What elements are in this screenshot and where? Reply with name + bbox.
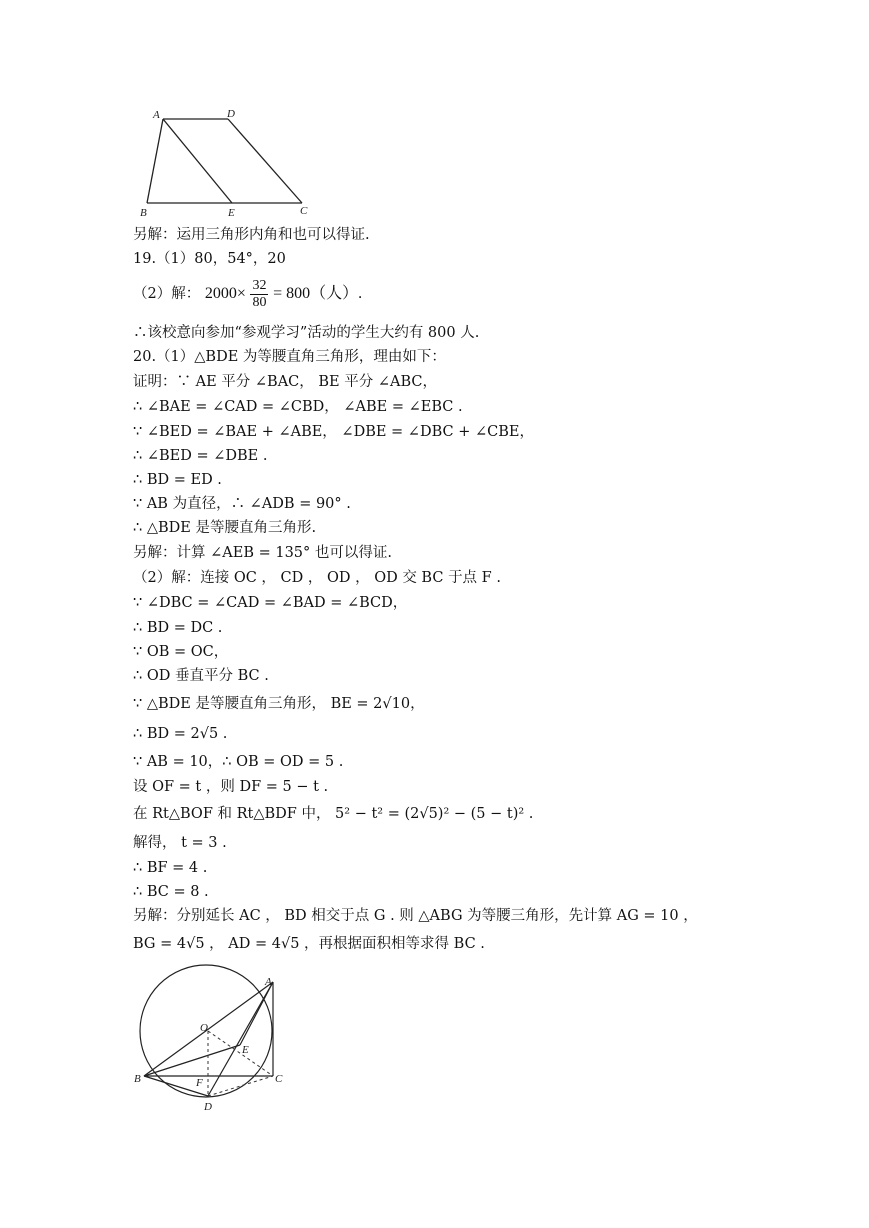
text-line: ∴该校意向参加“参观学习”活动的学生大约有 800 人. <box>133 325 480 341</box>
fraction-numerator: 32 <box>252 277 267 293</box>
text-line: 另解：计算 ∠AEB = 135° 也可以得证. <box>133 545 392 561</box>
text-line: 在 Rt△BOF 和 Rt△BDF 中， 5² − t² = (2√5)² − (5 − t)² . <box>133 806 534 822</box>
label-D: D <box>227 108 235 120</box>
text-line: ∴ BC = 8 . <box>133 884 209 900</box>
fraction-denominator: 80 <box>252 294 267 310</box>
text-line: 19.（1）80，54°，20 <box>133 251 286 267</box>
text-line: ∴ BD = DC . <box>133 620 223 636</box>
text-line: 另解：分别延长 AC ， BD 相交于点 G . 则 △ABG 为等腰三角形，先计算 AG = 10 ， <box>133 908 698 924</box>
text-line: 另解：运用三角形内角和也可以得证. <box>133 227 370 243</box>
equation-tail: = 800（人）. <box>273 285 363 302</box>
label-B: B <box>140 207 147 219</box>
label-A: A <box>265 976 272 988</box>
text-line: ∴ BD = ED . <box>133 472 222 488</box>
text-line: ∵ OB = OC， <box>133 644 229 660</box>
label-A: A <box>153 109 160 121</box>
text-line: ∵ ∠DBC = ∠CAD = ∠BAD = ∠BCD， <box>133 595 408 611</box>
text-line: （2）解：连接 OC ， CD ， OD ， OD 交 BC 于点 F . <box>133 570 501 586</box>
label-E: E <box>228 207 235 219</box>
trapezoid-figure <box>136 104 316 222</box>
label-D: D <box>204 1101 212 1113</box>
text-line: ∵ △BDE 是等腰直角三角形， BE = 2√10， <box>133 696 425 712</box>
text-line: ∵ AB 为直径，∴ ∠ADB = 90° . <box>133 496 351 512</box>
label-F: F <box>196 1077 203 1089</box>
text-line: 证明：∵ AE 平分 ∠BAC， BE 平分 ∠ABC， <box>133 374 437 390</box>
text-line: ∴ BD = 2√5 . <box>133 726 228 742</box>
text-line: ∵ ∠BED = ∠BAE + ∠ABE， ∠DBE = ∠DBC + ∠CBE， <box>133 424 534 440</box>
circle-figure <box>132 958 292 1118</box>
label-C: C <box>300 205 308 217</box>
equation-line <box>133 276 362 312</box>
text-line: ∴ ∠BED = ∠DBE . <box>133 448 268 464</box>
text-line: ∴ OD 垂直平分 BC . <box>133 668 269 684</box>
label-O: O <box>200 1022 208 1034</box>
text-line: BG = 4√5 ， AD = 4√5 ，再根据面积相等求得 BC . <box>133 936 485 952</box>
equation-lead: 2000× <box>204 285 246 302</box>
equation-prefix: （2）解： <box>133 286 201 302</box>
label-C: C <box>275 1073 283 1085</box>
text-line: ∴ △BDE 是等腰直角三角形. <box>133 520 317 536</box>
text-line: ∴ BF = 4 . <box>133 860 208 876</box>
text-line: 解得， t = 3 . <box>133 835 227 851</box>
text-line: 设 OF = t ，则 DF = 5 − t . <box>133 779 329 795</box>
text-line: 20.（1）△BDE 为等腰直角三角形，理由如下： <box>133 349 446 365</box>
text-line: ∵ AB = 10，∴ OB = OD = 5 . <box>133 754 344 770</box>
text-line: ∴ ∠BAE = ∠CAD = ∠CBD， ∠ABE = ∠EBC . <box>133 399 463 415</box>
fraction <box>250 278 268 311</box>
label-E: E <box>242 1044 249 1056</box>
label-B: B <box>134 1073 141 1085</box>
